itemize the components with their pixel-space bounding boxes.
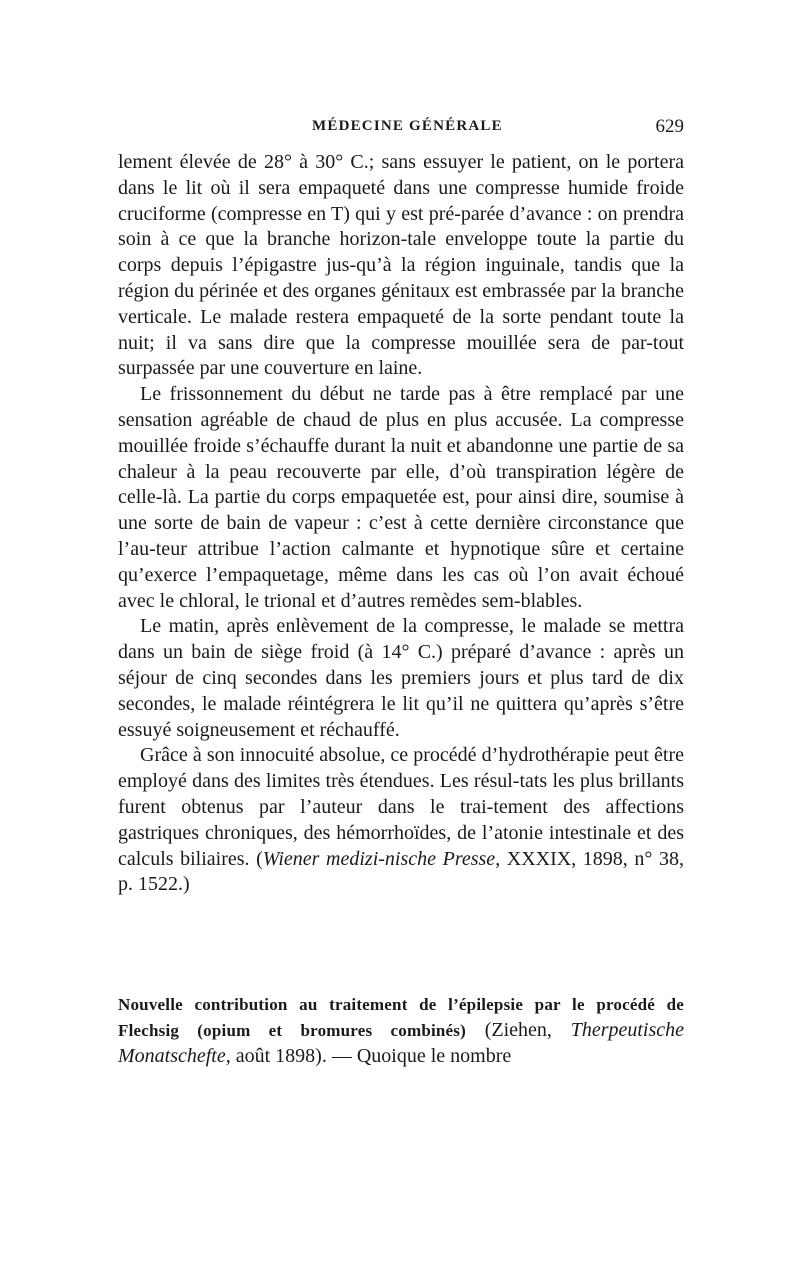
running-title: MÉDECINE GÉNÉRALE bbox=[312, 118, 503, 134]
article-section bbox=[118, 992, 684, 1069]
paragraph bbox=[118, 743, 684, 898]
paragraph: Le frissonnement du début ne tarde pas à être remplacé par une sensation agréable de chaud de plus en plus accusée. La compresse mouillée froide s’échauffe durant la nuit et abandonne une partie de sa chaleur à la peau recouverte par elle, d’où transpiration légère de celle-là. La partie du corps empaquetée est, pour ainsi dire, soumise à une sorte de bain de vapeur : c’est à cette dernière circonstance que l’au-teur attribue l’action calmante et hypnotique sûre et certaine qu’exerce l’empaquetage, même dans les cas où l’on avait échoué avec le chloral, le trional et d’autres remèdes sem-blables. bbox=[118, 383, 684, 612]
citation-journal: Wiener medizi-nische Presse bbox=[262, 847, 496, 870]
section-journal: Therpeutische Monatschefte bbox=[118, 1018, 685, 1067]
section-title: Nouvelle contribution au traitement de l’épilepsie par le procédé de Flechsig (opium et bromures combinés) bbox=[118, 995, 684, 1040]
paragraph: lement élevée de 28° à 30° C.; sans essuyer le patient, on le portera dans le lit où il sera empaqueté dans une compresse humide froide cruciforme (compresse en T) qui y est pré-parée d’avance : on prendra soin à ce que la branche horizon-tale enveloppe toute la partie du corps depuis l’épigastre jus-qu’à la région inguinale, tandis que la région du périnée et des organes génitaux est embrassée par la branche verticale. Le malade restera empaqueté de la sorte pendant toute la nuit; il va sans dire que la compresse mouillée sera de par-tout surpassée par une couverture en laine. bbox=[118, 151, 684, 380]
paragraph-text: Grâce à son innocuité absolue, ce procédé d’hydrothérapie peut être employé dans des limites très étendues. Les résul-tats les plus brillants furent obtenus par l’auteur dans le trai-tement des affections gastriques chroniques, des hémorrhoïdes, de l’atonie intestinale et des calculs biliaires. ( bbox=[118, 744, 684, 870]
paragraph: Le matin, après enlèvement de la compresse, le malade se mettra dans un bain de siège froid (à 14° C.) préparé d’avance : après un séjour de cinq secondes dans les premiers jours et plus tard de dix secondes, le malade réintégrera le lit qu’il ne quittera qu’après s’être essuyé soigneusement et réchauffé. bbox=[118, 615, 684, 741]
section-heading bbox=[118, 992, 684, 1069]
section-rest: , août 1898). — Quoique le nombre bbox=[225, 1044, 512, 1067]
citation-details: , XXXIX, 1898, n° 38, p. 1522.) bbox=[118, 847, 684, 896]
body-text bbox=[118, 150, 684, 898]
page-number: 629 bbox=[655, 116, 684, 137]
section-author: (Ziehen, bbox=[465, 1018, 571, 1041]
page-header bbox=[118, 118, 684, 142]
